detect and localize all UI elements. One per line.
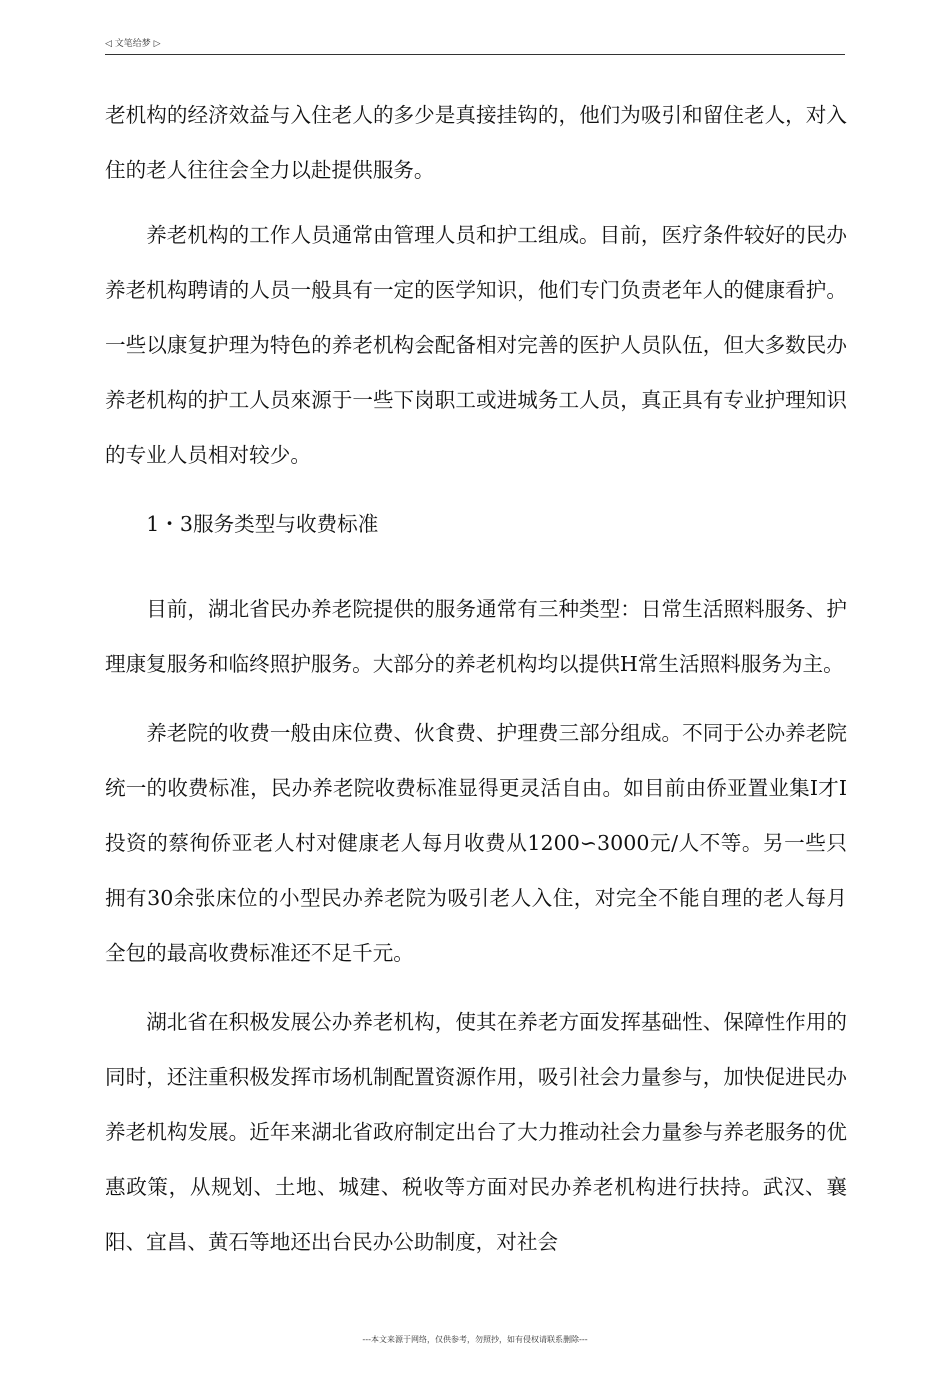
header-text: ◁ 文笔给梦 ▷ bbox=[105, 39, 161, 49]
document-body bbox=[105, 88, 847, 1284]
paragraph: 养老院的收费一般由床位费、伙食费、护理费三部分组成。不同于公办养老院统一的收费标准，民办养老院收费标准显得更灵活自由。如目前由侨亚置业集I才I投资的蔡徇侨亚老人村对健康老人每月收费从1200∽3000元/人不等。另一些只拥有30余张床位的小型民办养老院为吸引老人入住，对完全不能自理的老人每月全包的最高收费标准还不足千元。 bbox=[105, 721, 847, 965]
paragraph: 养老机构的工作人员通常由管理人员和护工组成。目前，医疗条件较好的民办养老机构聘请的人员一般具有一定的医学知识，他们专门负责老年人的健康看护。一些以康复护理为特色的养老机构会配备相对完善的医护人员队伍，但大多数民办养老机构的护工人员來源于一些下岗职工或进城务工人员，真正具有专业护理知识的专业人员相对较少。 bbox=[105, 223, 847, 467]
page-header bbox=[105, 38, 845, 55]
section-heading: 1・3服务类型与收费标准 bbox=[146, 512, 379, 536]
paragraph: 目前，湖北省民办养老院提供的服务通常有三种类型：日常生活照料服务、护理康复服务和临终照护服务。大部分的养老机构均以提供H常生活照料服务为主。 bbox=[105, 597, 847, 676]
page-footer: ---本文来源于网络，仅供参考，勿照抄，如有侵权请联系删除--- bbox=[362, 1335, 588, 1344]
paragraph: 老机构的经济效益与入住老人的多少是真接挂钩的，他们为吸引和留住老人，对入住的老人往往会全力以赴提供服务。 bbox=[105, 103, 847, 182]
paragraph: 湖北省在积极发展公办养老机构，使其在养老方面发挥基础性、保障性作用的同时，还注重积极发挥市场机制配置资源作用，吸引社会力量参与，加快促进民办养老机构发展。近年来湖北省政府制定出台了大力推动社会力量参与养老服务的优惠政策，从规划、土地、城建、税收等方面对民办养老机构进行扶持。武汉、襄阳、宜昌、黄石等地还出台民办公助制度，对社会 bbox=[105, 1010, 847, 1254]
